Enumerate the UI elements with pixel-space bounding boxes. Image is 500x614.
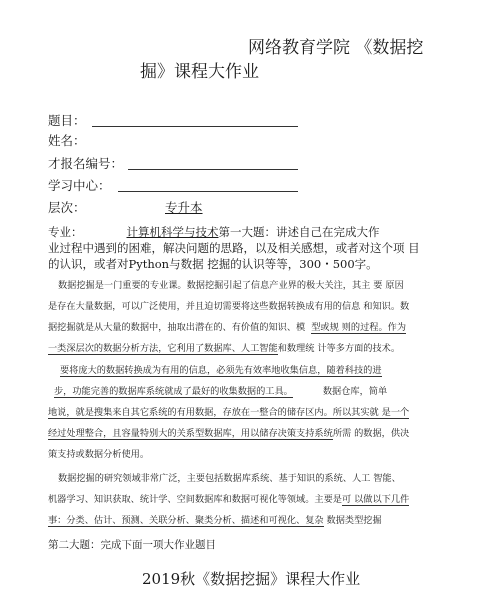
paragraph-two-line: 经过处理整合，且容量特别大的关系型数据库，用以储存决策支持系统所需 的数据，供决 — [48, 428, 410, 439]
topic-field-line — [92, 126, 298, 127]
question-one-line2: 业过程中遇到的困难，解决问题的思路，以及相关感想，或者对这个项 目 — [48, 241, 420, 255]
question-one-line1-text: 第一大题：讲述自己在完成大作 — [218, 225, 380, 239]
level-value: 专升本 — [165, 200, 203, 215]
topic-label: 题目： — [48, 113, 86, 128]
paragraph-one — [48, 275, 456, 359]
document-title-line2: 掘》课程大作业 — [140, 62, 259, 82]
study-center-field-line — [118, 191, 298, 192]
study-center-label: 学习中心： — [48, 178, 111, 193]
paragraph-three-line: 数据挖掘的研究领域非常广泛，主要包括数据库系统、基于知识的系统、人工 智能、 — [58, 473, 401, 484]
question-one — [48, 224, 456, 272]
paragraph-two-line: 地说，就是搜集来自其它系统的有用数据，存放在一整合的储存区内。所以其实就 是一个 — [48, 407, 410, 418]
paragraph-two — [48, 360, 456, 465]
enroll-number-label: 才报名编号： — [48, 156, 124, 171]
footer-title: 2019秋《数据挖掘》课程大作业 — [142, 570, 361, 588]
question-two: 第二大题：完成下面一项大作业题目 — [48, 539, 216, 551]
question-one-line1 — [48, 224, 456, 240]
paragraph-three-line: 事：分类、估计、预测、关联分析、聚类分析、描述和可视化、复杂 数据类型挖掘 — [48, 515, 382, 526]
paragraph-two-line: 策支持或数据分析使用。 — [48, 449, 150, 460]
paragraph-two-line: 要将庞大的数据转换成为有用的信息，必须先有效率地收集信息，随着科技的进 — [60, 365, 382, 376]
paragraph-one-line: 是存在大量数据，可以广泛使用，并且迫切需要将这些数据转换成有用的信息 和知识。数 — [48, 301, 410, 312]
question-one-line3: 的认识，或者对Python与数据 挖掘的认识等等，300・500字。 — [48, 257, 378, 271]
paragraph-one-line: 数据挖掘是一门重要的专业课。数据挖掘引起了信息产业界的极大关注，其主 要 原因 — [58, 280, 404, 291]
major-label: 专业： — [48, 225, 83, 239]
enroll-number-field-line — [128, 169, 298, 170]
major-value: 计算机科学与技术 — [126, 225, 219, 239]
level-label: 层次： — [48, 200, 86, 215]
paragraph-two-line: 步，功能完善的数据库系统就成了最好的收集数据的工具。 数据仓库，简单 — [54, 386, 388, 397]
document-title-line1: 网络教育学院 《数据挖 — [248, 38, 424, 58]
paragraph-one-line: 一类深层次的数据分析方法，它利用了数据库、人工智能和数理统 计等多方面的技术。 — [48, 343, 401, 354]
paragraph-three — [48, 468, 456, 531]
paragraph-three-line: 机器学习、知识获取、统计学、空间数据库和数据可视化等领域。主要是可 以做以下几件 — [48, 494, 410, 505]
paragraph-one-line: 据挖掘就是从大量的数据中，抽取出潜在的、有价值的知识、模 型或规 则的过程。作为 — [48, 322, 407, 333]
name-label: 姓名： — [48, 133, 86, 148]
